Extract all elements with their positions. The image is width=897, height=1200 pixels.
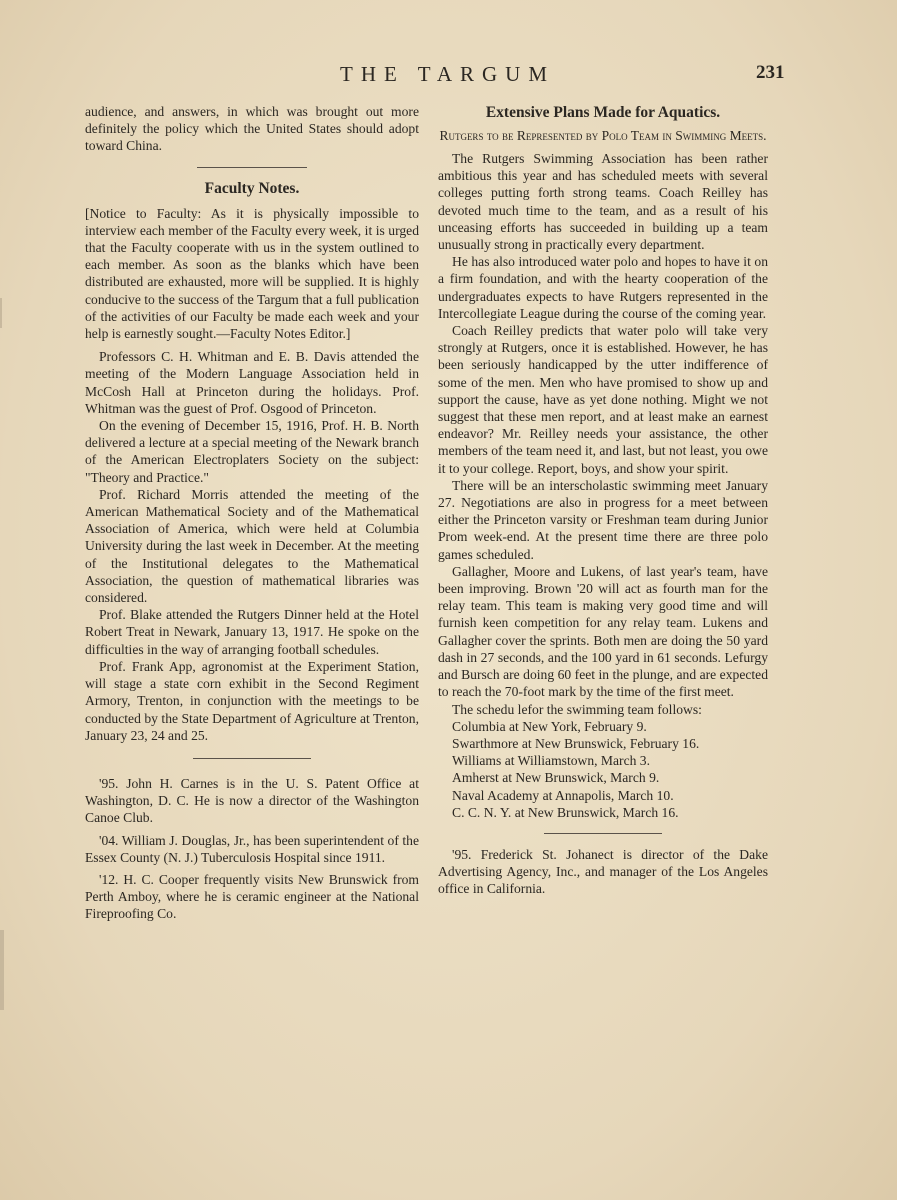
divider (197, 167, 307, 168)
publication-title: THE TARGUM (340, 62, 556, 86)
faculty-notice: [Notice to Faculty: As it is physically impossible to interview each member of the Faculty every week, it is urged that the Faculty cooperate with us in the system outlined to each member. As soon as the blanks which have been distributed are exhausted, more will be supplied. It is highly conducive to the success of the Targum that a full publication of the activities of our Faculty be made each week and your help is earnestly sought.—Faculty Notes Editor.] (85, 205, 419, 342)
schedule-item: Columbia at New York, February 9. (452, 718, 647, 734)
article-paragraph: He has also introduced water polo and hopes to have it on a firm foundation, and with the hearty cooperation of the undergraduates expects to have Rutgers represented in the Intercollegiate League during the course of the coming year. (438, 254, 768, 321)
edge-stain (0, 298, 2, 328)
edge-stain (0, 930, 4, 1010)
faculty-item: Prof. Richard Morris attended the meeting of the American Mathematical Society and of the Mathematical Association of America, which were held at Columbia University during the last week in December. At the meeting of the Institutional delegates to the Mathematical Association, the question of mathematical libraries was considered. (85, 486, 419, 606)
article-paragraph: Coach Reilley predicts that water polo will take very strongly at Rutgers, once it is established. However, he has been seriously handicapped by the utter indifference of some of the men. Men who have promised to show up and support the cause, have as yet done nothing. Might we not suggest that these men report, and at least make an earnest endeavor? Mr. Reilley needs your assistance, the other members of the team need it, and last, but not least, you owe it to your college. Report, boys, and show your spirit. (438, 323, 768, 476)
article-paragraph: The Rutgers Swimming Association has been rather ambitious this year and has scheduled meets with several colleges putting forth strong teams. Coach Reilley has devoted much time to the team, and as a result of his unceasing efforts has succeeded in building up a team unusually strong in practically every department. (438, 151, 768, 253)
alumni-note: '95. John H. Carnes is in the U. S. Patent Office at Washington, D. C. He is now a director of the Washington Canoe Club. (85, 775, 419, 826)
faculty-item: Prof. Blake attended the Rutgers Dinner held at the Hotel Robert Treat in Newark, January 13, 1917. He spoke on the difficulties in the way of arranging football schedules. (85, 607, 419, 657)
schedule-item: Amherst at New Brunswick, March 9. (452, 770, 660, 786)
divider (193, 758, 311, 759)
schedule-item: Williams at Williamstown, March 3. (452, 753, 650, 769)
alumni-note: '12. H. C. Cooper frequently visits New Brunswick from Perth Amboy, where he is ceramic engineer at the National Fireproofing Co. (85, 871, 419, 922)
faculty-notes-heading: Faculty Notes. (204, 179, 300, 197)
schedule-item: C. C. N. Y. at New Brunswick, March 16. (452, 804, 679, 820)
faculty-item: On the evening of December 15, 1916, Prof. H. B. North delivered a lecture at a special meeting of the Newark branch of the American Electroplaters Society on the subject: "Theory and Practice." (85, 418, 419, 485)
alumni-note: '04. William J. Douglas, Jr., has been superintendent of the Essex County (N. J.) Tuberculosis Hospital since 1911. (85, 832, 419, 865)
article-paragraph: Gallagher, Moore and Lukens, of last year's team, have been improving. Brown '20 will act as fourth man for the relay team. This team is making very good time and will furnish keen competition for any relay team. Lukens and Gallagher cover the sprints. Both men are doing the 50 yard dash in 27 seconds, and the 100 yard in 61 seconds. Lefurgy and Bursch are doing 60 feet in the plunge, and are expected to reach the 70-foot mark by the time of the first meet. (438, 563, 768, 700)
schedule-intro: The schedu lefor the swimming team follows: (452, 701, 702, 717)
intro-paragraph: audience, and answers, in which was brought out more definitely the policy which the United States should adopt toward China. (85, 104, 419, 154)
page-header (0, 62, 897, 92)
schedule-item: Naval Academy at Annapolis, March 10. (452, 787, 674, 803)
left-column (85, 103, 419, 923)
article-paragraph: There will be an interscholastic swimming meet January 27. Negotiations are also in progress for a meet between either the Princeton varsity or Freshman team during Junior Prom week-end. At the present time there are three polo games scheduled. (438, 477, 768, 562)
alumni-note: '95. Frederick St. Johanect is director of the Dake Advertising Agency, Inc., and manager of the Los Angeles office in California. (438, 846, 768, 897)
faculty-item: Professors C. H. Whitman and E. B. Davis attended the meeting of the Modern Language Association held in McCosh Hall at Princeton during the holidays. Prof. Whitman was the guest of Prof. Osgood of Princeton. (85, 349, 419, 416)
schedule-item: Swarthmore at New Brunswick, February 16. (452, 735, 700, 751)
divider (544, 833, 662, 834)
aquatics-subheading: Rutgers to be Represented by Polo Team in Swimming Meets. (439, 128, 767, 143)
right-column (438, 103, 768, 898)
aquatics-heading: Extensive Plans Made for Aquatics. (485, 104, 721, 121)
page-number: 231 (756, 62, 785, 83)
faculty-item: Prof. Frank App, agronomist at the Experiment Station, will stage a state corn exhibit in the Second Regiment Armory, Trenton, in conjunction with the meetings to be conducted by the State Department of Agriculture at Trenton, January 23, 24 and 25. (85, 658, 419, 743)
meet-schedule (438, 718, 768, 821)
